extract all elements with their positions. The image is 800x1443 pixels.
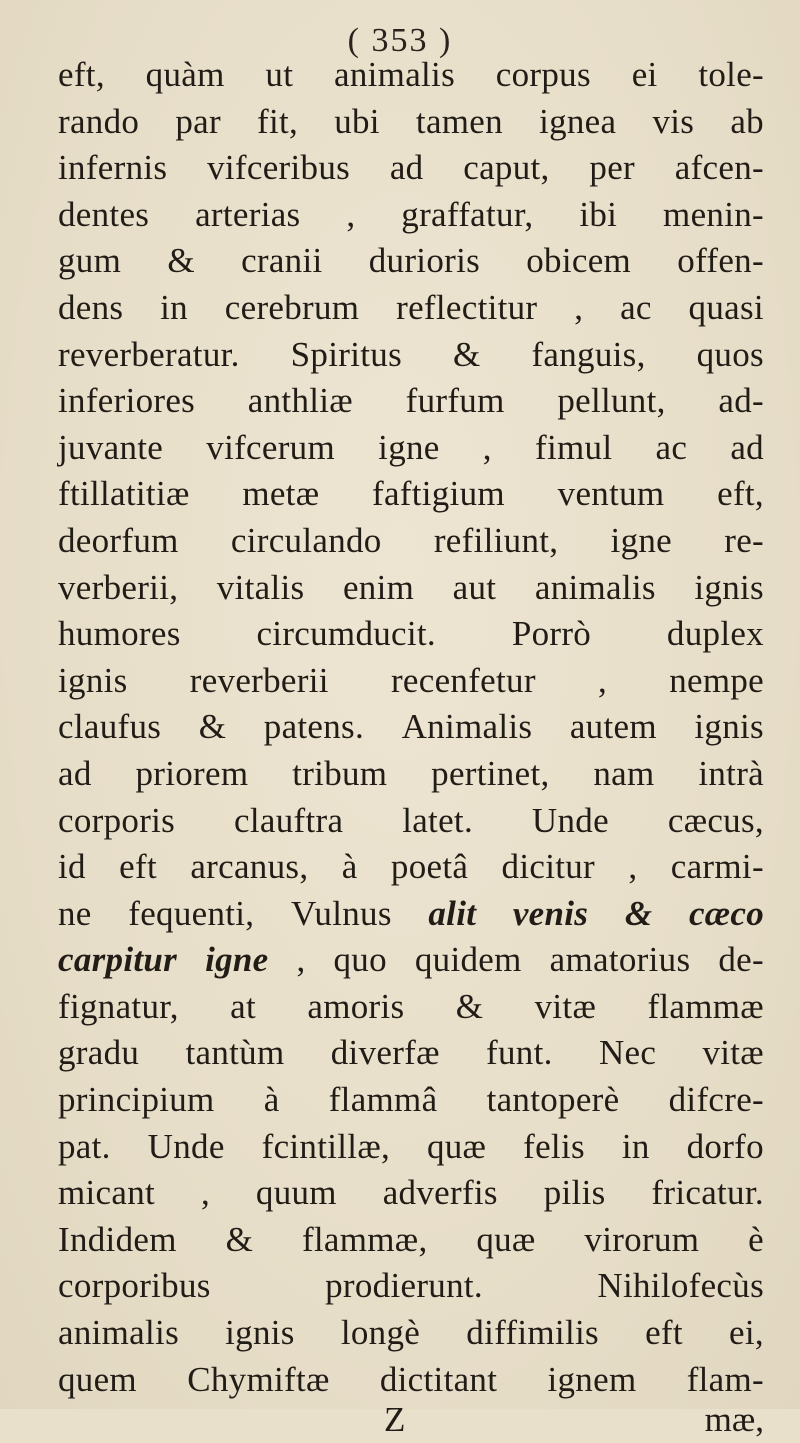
word: igne	[378, 427, 440, 467]
word: Nec	[598, 1033, 657, 1073]
text-line	[58, 704, 764, 751]
text-line	[58, 471, 764, 518]
word: è	[748, 1219, 764, 1259]
word: corpus	[495, 55, 591, 94]
word: ne	[58, 893, 92, 933]
word: ac	[655, 427, 688, 467]
word: reverberatur.	[58, 334, 240, 374]
word: ibi	[579, 194, 618, 234]
word: Spiritus	[290, 334, 402, 374]
word: fit,	[257, 101, 299, 141]
word: infernis	[58, 148, 168, 188]
word: vifceribus	[207, 148, 351, 188]
word: vitalis	[216, 567, 305, 607]
word: ftillatitiæ	[58, 474, 190, 514]
word: dicitur	[501, 847, 596, 887]
text-line	[58, 565, 764, 612]
word: pertinet,	[431, 753, 550, 793]
word: par	[175, 101, 221, 141]
word: quum	[255, 1173, 337, 1213]
word: &	[452, 334, 481, 374]
word: vitæ	[702, 1033, 764, 1073]
word: virorum	[584, 1219, 700, 1259]
word: in	[160, 287, 188, 327]
word: quo	[333, 940, 387, 980]
word: quasi	[688, 287, 764, 327]
word: metæ	[242, 474, 320, 514]
word: ,	[482, 427, 492, 467]
word: nam	[593, 753, 655, 793]
word: corporibus	[58, 1266, 211, 1306]
word: diffimilis	[466, 1313, 599, 1353]
word: humores	[58, 614, 181, 654]
word: &	[455, 986, 484, 1026]
word: afcen-	[674, 148, 764, 188]
word: ab	[730, 101, 764, 141]
word: igne	[205, 940, 269, 980]
word: Porrò	[511, 614, 592, 654]
word: nempe	[669, 660, 764, 700]
word: rando	[58, 101, 140, 141]
word: recenfetur	[390, 660, 536, 700]
word: animalis	[58, 1313, 179, 1353]
word: à	[263, 1080, 280, 1120]
word: dictitant	[379, 1359, 498, 1399]
word: animalis	[334, 55, 456, 94]
text-line	[58, 192, 764, 239]
word: tamen	[415, 101, 503, 141]
word: ad	[730, 427, 764, 467]
word: ,	[346, 194, 356, 234]
word: &	[225, 1219, 254, 1259]
word: Animalis	[401, 707, 533, 747]
word: micant	[58, 1173, 156, 1213]
word: ad	[58, 753, 92, 793]
word: &	[167, 241, 195, 281]
word: quæ	[476, 1219, 536, 1259]
word: deorfum	[58, 520, 179, 560]
word: quæ	[426, 1126, 487, 1166]
word: poetâ	[390, 847, 469, 887]
word: ei	[631, 55, 658, 94]
word: principium	[58, 1080, 215, 1120]
word: prodierunt.	[325, 1266, 483, 1306]
word: circumducit.	[256, 614, 436, 654]
catchword: mæ,	[704, 1400, 764, 1439]
word: gum	[58, 241, 122, 281]
word: reflectitur	[396, 287, 538, 327]
word: intrà	[698, 753, 764, 793]
text-line	[58, 1030, 764, 1077]
word: venis	[512, 893, 589, 933]
word: Unde	[531, 800, 609, 840]
word: cerebrum	[224, 287, 360, 327]
word: ignis	[694, 707, 764, 747]
word: obicem	[526, 241, 632, 281]
text-line	[58, 1310, 764, 1357]
word: felis	[523, 1126, 585, 1166]
text-line	[58, 99, 764, 146]
word: faftigium	[372, 474, 505, 514]
word: vis	[652, 101, 695, 141]
text-line	[58, 1124, 764, 1171]
text-line	[58, 798, 764, 845]
word: ignis	[58, 660, 128, 700]
word: patens.	[263, 707, 365, 747]
word: per	[589, 148, 635, 188]
word: pat.	[58, 1126, 111, 1166]
word: &	[624, 893, 653, 933]
word: ,	[628, 847, 638, 887]
word: corporis	[58, 800, 176, 840]
word: cranii	[241, 241, 323, 281]
word: flammâ	[328, 1080, 438, 1120]
word: eft,	[58, 55, 105, 94]
word: Indidem	[58, 1219, 177, 1259]
text-line	[58, 937, 764, 984]
word: verberii,	[58, 567, 179, 607]
word: circulando	[230, 520, 382, 560]
word: Unde	[147, 1126, 225, 1166]
word: autem	[569, 707, 657, 747]
word: carmi-	[670, 847, 764, 887]
text-line	[58, 145, 764, 192]
word: priorem	[135, 753, 249, 793]
word: ,	[574, 287, 584, 327]
word: animalis	[534, 567, 656, 607]
word: ,	[200, 1173, 210, 1213]
word: tole-	[698, 55, 764, 94]
body-text	[58, 52, 764, 1403]
word: duplex	[666, 614, 764, 654]
word: dentes	[58, 194, 150, 234]
word: amatorius	[549, 940, 691, 980]
word: pellunt,	[557, 381, 666, 421]
word: fcintillæ,	[261, 1126, 391, 1166]
word: ignis	[225, 1313, 295, 1353]
text-line	[58, 984, 764, 1031]
word: à	[341, 847, 358, 887]
word: caput,	[463, 148, 550, 188]
word: flammæ,	[301, 1219, 428, 1259]
word: tribum	[292, 753, 388, 793]
word: inferiores	[58, 381, 196, 421]
word: tantoperè	[486, 1080, 620, 1120]
word: ac	[620, 287, 652, 327]
word: cæcus,	[667, 800, 764, 840]
word: cæco	[688, 893, 764, 933]
word: &	[198, 707, 227, 747]
word: ventum	[557, 474, 665, 514]
word: dens	[58, 287, 124, 327]
text-line	[58, 658, 764, 705]
page-footer	[58, 1397, 764, 1443]
word: vifcerum	[206, 427, 336, 467]
word: refiliunt,	[433, 520, 559, 560]
word: pilis	[543, 1173, 606, 1213]
word: fricatur.	[651, 1173, 764, 1213]
word: eft	[645, 1313, 683, 1353]
word: clauftra	[234, 800, 344, 840]
word: durioris	[368, 241, 481, 281]
text-line	[58, 611, 764, 658]
word: quàm	[145, 55, 225, 94]
word: ,	[597, 660, 608, 700]
text-line	[58, 751, 764, 798]
word: longè	[340, 1313, 421, 1353]
signature-mark: Z	[384, 1400, 406, 1439]
word: arterias	[195, 194, 301, 234]
text-line	[58, 238, 764, 285]
text-line	[58, 518, 764, 565]
word: in	[621, 1126, 650, 1166]
word: aut	[452, 567, 497, 607]
word: ut	[265, 55, 294, 94]
word: ubi	[334, 101, 380, 141]
word: ignem	[547, 1359, 637, 1399]
page-number: ( 353 )	[347, 22, 453, 59]
word: re-	[724, 520, 764, 560]
word: Chymiftæ	[187, 1359, 330, 1399]
text-line	[58, 378, 764, 425]
word: difcre-	[668, 1080, 764, 1120]
word: flam-	[686, 1359, 764, 1399]
word: latet.	[402, 800, 473, 840]
text-line	[58, 425, 764, 472]
word: fignatur,	[58, 986, 179, 1026]
text-line	[58, 1263, 764, 1310]
word: anthliæ	[247, 381, 353, 421]
word: gradu	[58, 1033, 140, 1073]
word: enim	[342, 567, 415, 607]
word: eft,	[717, 474, 764, 514]
word: id	[58, 847, 86, 887]
text-line	[58, 1170, 764, 1217]
word: diverfæ	[330, 1033, 440, 1073]
word: furfum	[405, 381, 505, 421]
word: eft	[119, 847, 157, 887]
word: arcanus,	[190, 847, 309, 887]
word: quos	[696, 334, 764, 374]
text-line	[58, 891, 764, 938]
word: flammæ	[647, 986, 764, 1026]
word: carpitur	[58, 940, 178, 980]
word: ei,	[729, 1313, 764, 1353]
word: fimul	[535, 427, 613, 467]
word: offen-	[677, 241, 764, 281]
word: amoris	[307, 986, 405, 1026]
word: quem	[58, 1359, 137, 1399]
word: quidem	[414, 940, 522, 980]
word: ad-	[718, 381, 764, 421]
text-line	[58, 285, 764, 332]
word: fequenti,	[128, 893, 255, 933]
word: ignis	[694, 567, 764, 607]
word: dorfo	[686, 1126, 764, 1166]
text-line	[58, 332, 764, 379]
text-line	[58, 52, 764, 99]
word: alit	[428, 893, 477, 933]
word: ad	[389, 148, 424, 188]
word: Vulnus	[290, 893, 392, 933]
word: adverfis	[382, 1173, 498, 1213]
word: de-	[718, 940, 764, 980]
word: vitæ	[534, 986, 597, 1026]
word: tantùm	[185, 1033, 285, 1073]
word: Nihilofecùs	[597, 1266, 764, 1306]
word: igne	[610, 520, 673, 560]
word: fanguis,	[531, 334, 646, 374]
text-line	[58, 1077, 764, 1124]
word: at	[230, 986, 257, 1026]
text-line	[58, 1217, 764, 1264]
text-line	[58, 844, 764, 891]
word: reverberii	[189, 660, 329, 700]
word: claufus	[58, 707, 162, 747]
word: juvante	[58, 427, 164, 467]
word: ignea	[539, 101, 617, 141]
word: menin-	[663, 194, 764, 234]
word: funt.	[486, 1033, 553, 1073]
word: graffatur,	[401, 194, 534, 234]
word: ,	[296, 940, 306, 980]
